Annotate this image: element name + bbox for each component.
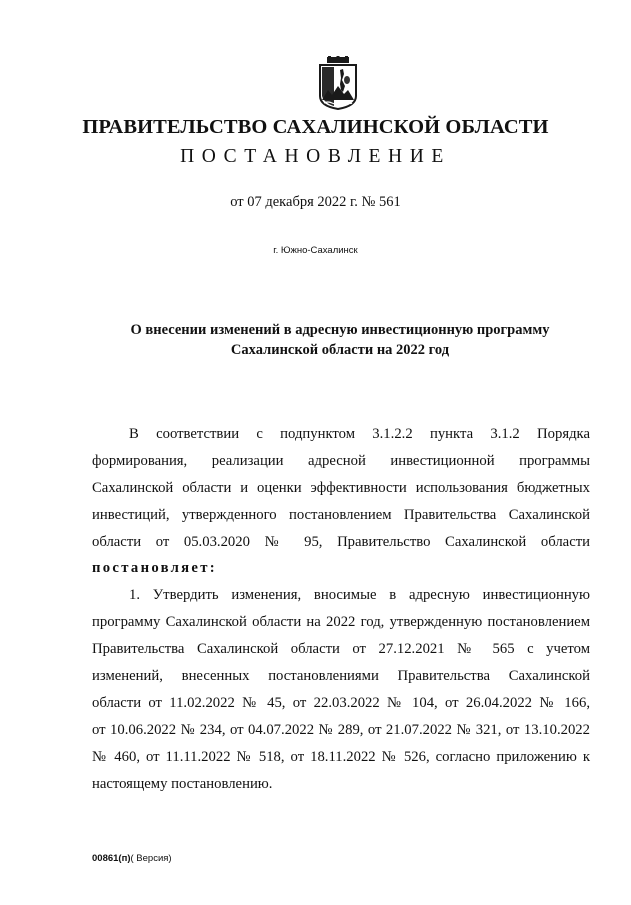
document-city: г. Южно-Сахалинск	[273, 245, 358, 256]
item-line: программу Сахалинской области на 2022 год, утвержденную постановлением	[92, 614, 590, 631]
body-line: области от 05.03.2020 № 95, Правительство Сахалинской области	[92, 533, 590, 550]
document-subject	[110, 320, 570, 360]
item-line: 1. Утвердить изменения, вносимые в адресную инвестиционную	[129, 587, 590, 604]
body-line: инвестиций, утвержденного постановлением Правительства Сахалинской	[92, 506, 590, 523]
sakhalin-coat-of-arms-icon	[314, 56, 362, 110]
footer-doc-code: 00861(п)	[92, 853, 131, 864]
footer-code	[92, 853, 172, 864]
item-line: изменений, внесенных постановлениями Правительства Сахалинской	[92, 668, 590, 685]
government-title: ПРАВИТЕЛЬСТВО САХАЛИНСКОЙ ОБЛАСТИ	[82, 116, 549, 138]
item-line: Правительства Сахалинской области от 27.12.2021 № 565 с учетом	[92, 641, 590, 658]
item-line: № 460, от 11.11.2022 № 518, от 18.11.2022 № 526, согласно приложению к	[92, 748, 590, 765]
item-line: настоящему постановлению.	[92, 775, 273, 792]
footer-version: ( Версия)	[130, 853, 172, 864]
subject-line: О внесении изменений в адресную инвестиционную программу	[130, 322, 550, 338]
body-line: формирования, реализации адресной инвестиционной программы	[92, 452, 590, 469]
item-line: от 10.06.2022 № 234, от 04.07.2022 № 289, от 21.07.2022 № 321, от 13.10.2022	[92, 721, 590, 738]
document-body	[92, 421, 590, 797]
document-date-number: от 07 декабря 2022 г. № 561	[230, 194, 401, 210]
document-type: ПОСТАНОВЛЕНИЕ	[180, 146, 451, 167]
item-line: области от 11.02.2022 № 45, от 22.03.2022 № 104, от 26.04.2022 № 166,	[92, 694, 590, 711]
body-line: В соответствии с подпунктом 3.1.2.2 пункта 3.1.2 Порядка	[129, 426, 590, 442]
body-line: Сахалинской области и оценки эффективности использования бюджетных	[92, 479, 590, 496]
subject-line: Сахалинской области на 2022 год	[230, 342, 450, 358]
resolves-label: постановляет:	[92, 560, 217, 577]
resolution-word	[92, 555, 590, 582]
